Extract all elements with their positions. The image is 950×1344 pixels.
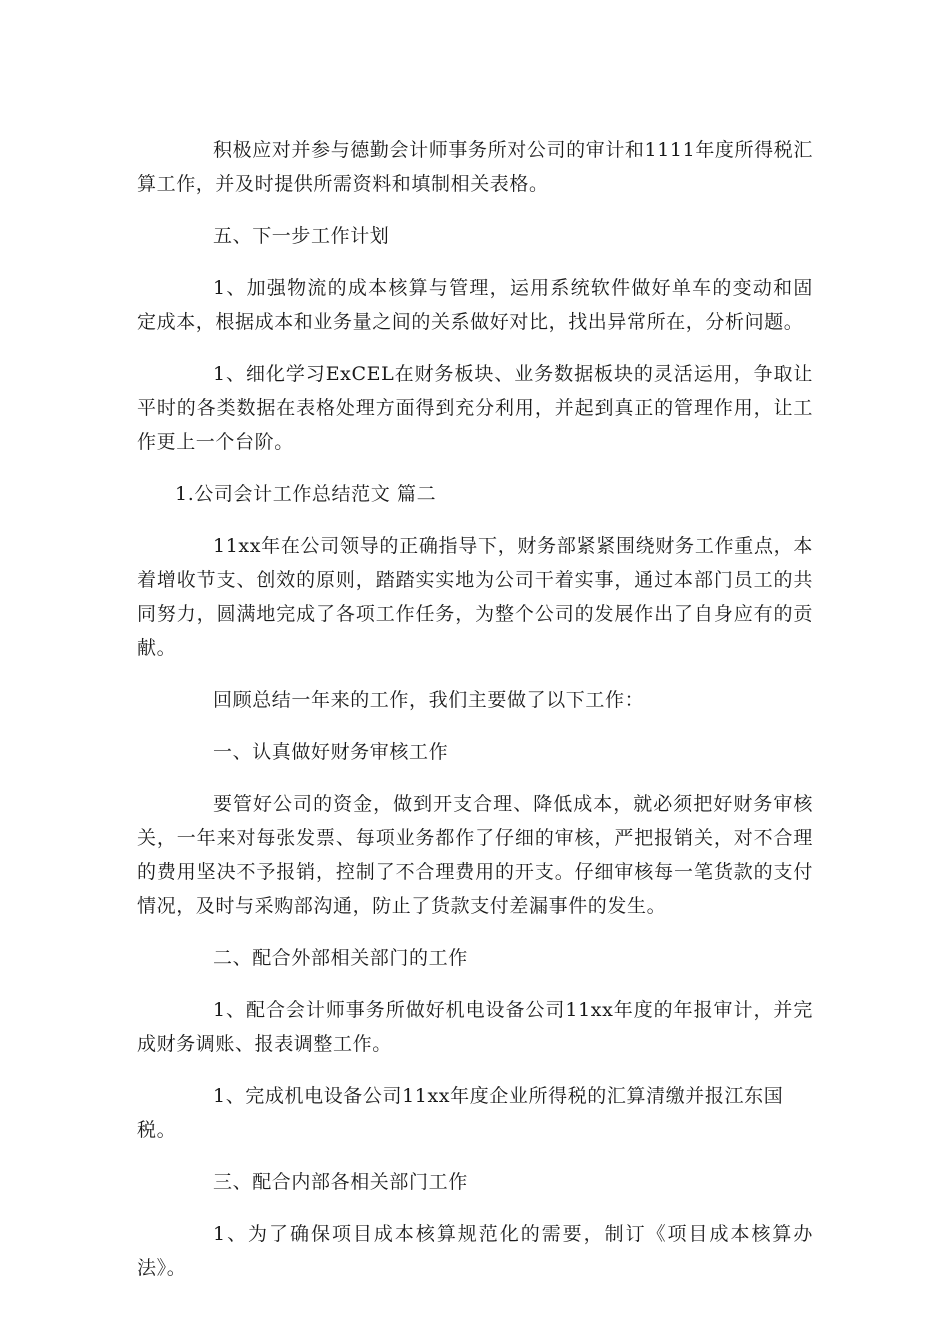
- section-heading: 一、认真做好财务审核工作: [213, 741, 449, 763]
- section-heading: 五、下一步工作计划: [213, 225, 390, 247]
- paragraph: 1、为了确保项目成本核算规范化的需要，制订《项目成本核算办法》。: [137, 1223, 813, 1279]
- paragraph: 积极应对并参与德勤会计师事务所对公司的审计和1111年度所得税汇算工作，并及时提供所需资料和填制相关表格。: [137, 139, 813, 195]
- section-heading: 二、配合外部相关部门的工作: [213, 947, 468, 969]
- paragraph: 要管好公司的资金，做到开支合理、降低成本，就必须把好财务审核关，一年来对每张发票、每项业务都作了仔细的审核，严把报销关，对不合理的费用坚决不予报销，控制了不合理费用的开支。仔细审核每一笔货款的支付情况，及时与采购部沟通，防止了货款支付差漏事件的发生。: [137, 793, 813, 917]
- section-heading: 三、配合内部各相关部门工作: [213, 1171, 468, 1193]
- paragraph: 11xx年在公司领导的正确指导下，财务部紧紧围绕财务工作重点，本着增收节支、创效的原则，踏踏实实地为公司干着实事，通过本部门员工的共同努力，圆满地完成了各项工作任务，为整个公司的发展作出了自身应有的贡献。: [137, 535, 813, 659]
- paragraph: 回顾总结一年来的工作，我们主要做了以下工作：: [213, 689, 645, 711]
- article-title: 1.公司会计工作总结范文 篇二: [175, 483, 437, 505]
- paragraph: 1、配合会计师事务所做好机电设备公司11xx年度的年报审计，并完成财务调账、报表调整工作。: [137, 999, 813, 1055]
- paragraph: 1、加强物流的成本核算与管理，运用系统软件做好单车的变动和固定成本，根据成本和业务量之间的关系做好对比，找出异常所在，分析问题。: [137, 277, 813, 333]
- paragraph: 1、完成机电设备公司11xx年度企业所得税的汇算清缴并报江东国税。: [137, 1085, 784, 1141]
- document-body: [137, 133, 813, 1303]
- paragraph: 1、细化学习ExCEL在财务板块、业务数据板块的灵活运用，争取让平时的各类数据在表格处理方面得到充分利用，并起到真正的管理作用，让工作更上一个台阶。: [137, 363, 813, 453]
